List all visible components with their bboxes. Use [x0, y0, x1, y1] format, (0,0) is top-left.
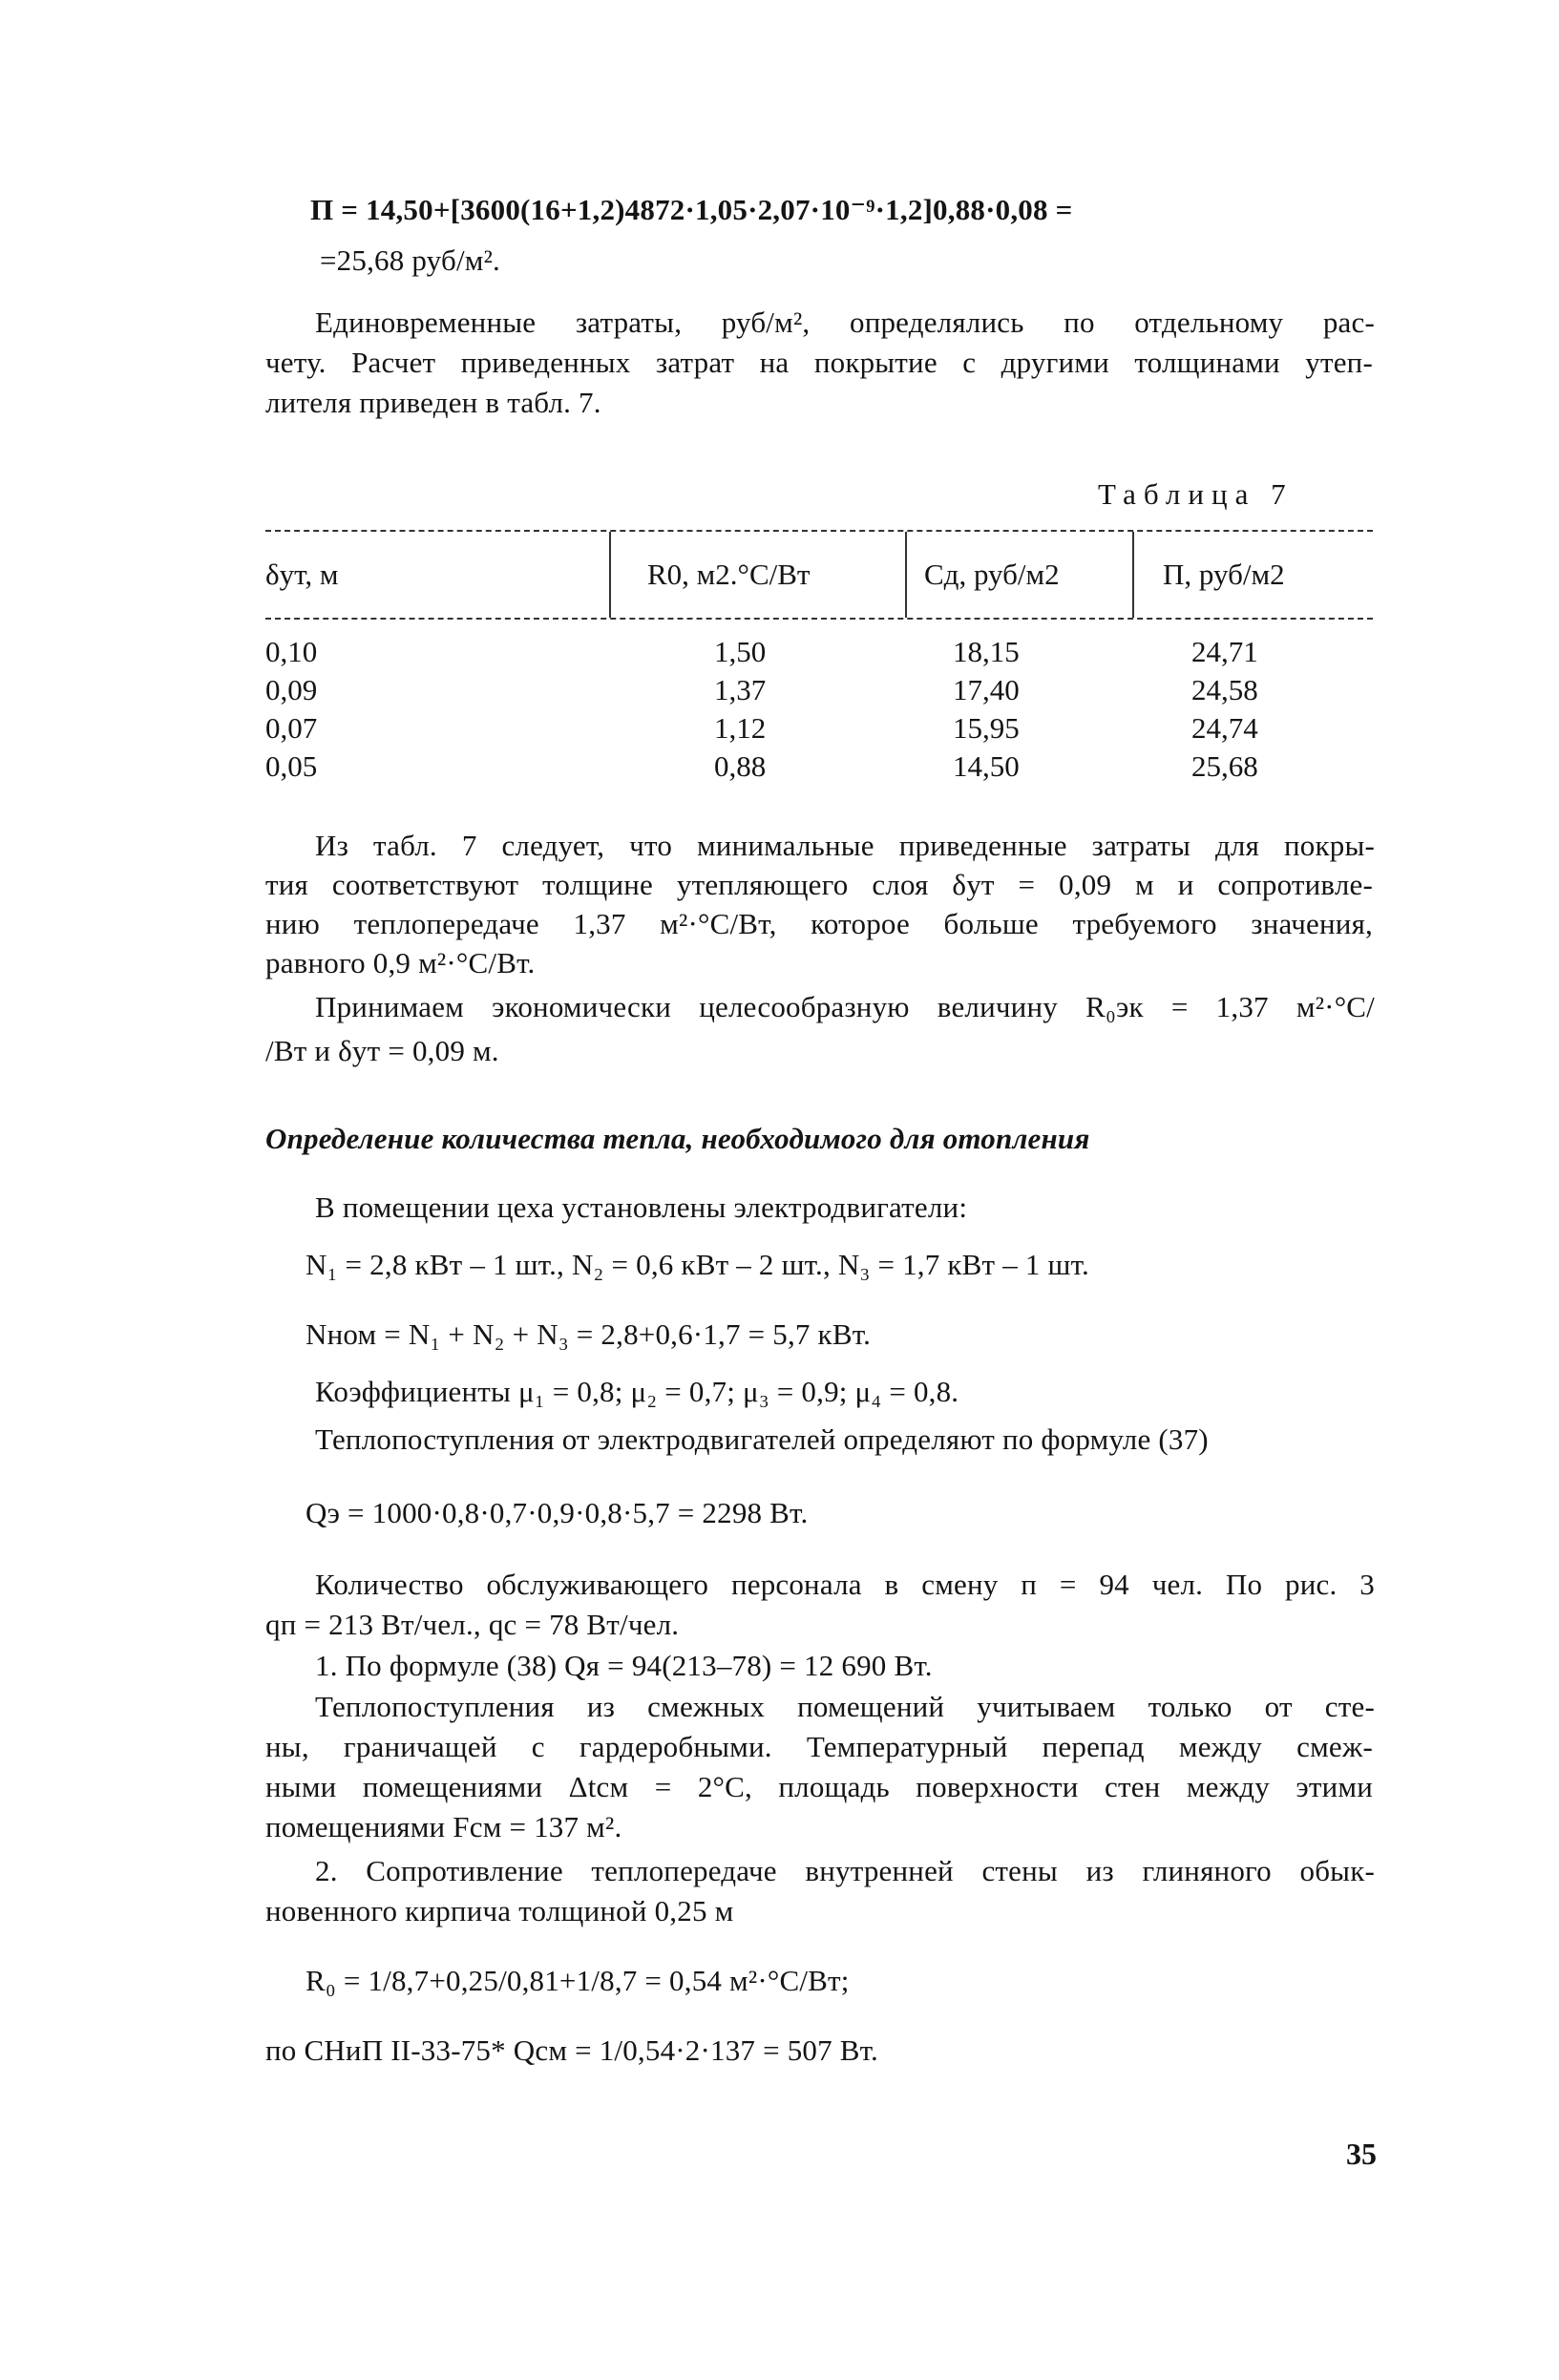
column-divider — [609, 532, 611, 618]
paragraph-line: В помещении цеха установлены электродвигатели: — [315, 1190, 968, 1224]
table-cell: 1,50 — [714, 635, 767, 668]
column-header: R0, м2.°С/Вт — [647, 558, 811, 591]
section-heading: Определение количества тепла, необходимого для отопления — [265, 1122, 1090, 1155]
paragraph-line: лителя приведен в табл. 7. — [265, 386, 601, 419]
table-cell: 18,15 — [953, 635, 1020, 668]
table-cell: 24,71 — [1191, 635, 1258, 668]
paragraph-line: Коэффициенты μ₁ = 0,8; μ₂ = 0,7; μ₃ = 0,9; μ₄ = 0,8. — [315, 1375, 959, 1408]
column-header: Сд, руб/м2 — [924, 558, 1060, 591]
paragraph-line: Единовременные затраты, руб/м², определялись по отдельному рас- — [315, 305, 1375, 339]
paragraph-line: чету. Расчет приведенных затрат на покрытие с другими толщинами утеп- — [265, 346, 1373, 379]
paragraph-line: 2. Сопротивление теплопередаче внутренней стены из глиняного обык- — [315, 1854, 1375, 1887]
table-cell: 24,74 — [1191, 711, 1258, 745]
paragraph-line: по СНиП II-33-75* Qсм = 1/0,54·2·137 = 507 Вт. — [265, 2033, 879, 2067]
paragraph-line: 1. По формуле (38) Qя = 94(213–78) = 12 690 Вт. — [315, 1649, 933, 1682]
data-table — [265, 530, 1373, 787]
paragraph-line: Теплопоступления из смежных помещений учитываем только от сте- — [315, 1690, 1375, 1723]
table-column — [953, 633, 1020, 786]
table-cell: 0,88 — [714, 749, 767, 783]
table-column — [714, 633, 766, 786]
column-header: δут, м — [265, 558, 339, 591]
table-cell: 1,12 — [714, 711, 767, 745]
paragraph-line: тия соответствуют толщине утепляющего слоя δут = 0,09 м и сопротивле- — [265, 868, 1373, 901]
paragraph-line: ными помещениями Δtсм = 2°С, площадь поверхности стен между этими — [265, 1770, 1373, 1803]
paragraph-line: нию теплопередаче 1,37 м²·°С/Вт, которое больше требуемого значения, — [265, 907, 1373, 940]
paragraph-line: помещениями Fсм = 137 м². — [265, 1810, 622, 1843]
paragraph-line: Принимаем экономически целесообразную величину R₀эк = 1,37 м²·°С/ — [315, 990, 1375, 1023]
formula-line: П = 14,50+[3600(16+1,2)4872·1,05·2,07·10⁻⁹·1,2]0,88·0,08 = — [310, 193, 1073, 226]
table-cell: 0,07 — [265, 711, 318, 745]
formula-line: N₁ = 2,8 кВт – 1 шт., N₂ = 0,6 кВт – 2 шт., N₃ = 1,7 кВт – 1 шт. — [305, 1248, 1089, 1281]
paragraph-line: новенного кирпича толщиной 0,25 м — [265, 1894, 734, 1927]
paragraph-line: /Вт и δут = 0,09 м. — [265, 1034, 499, 1067]
table-cell: 25,68 — [1191, 749, 1258, 783]
table-cell: 15,95 — [953, 711, 1020, 745]
table-cell: 0,05 — [265, 749, 318, 783]
paragraph-line: Количество обслуживающего персонала в смену п = 94 чел. По рис. 3 — [315, 1568, 1375, 1601]
table-column — [265, 633, 317, 786]
paragraph-line: Теплопоступления от электродвигателей определяют по формуле (37) — [315, 1422, 1209, 1456]
paragraph-line: равного 0,9 м²·°С/Вт. — [265, 946, 536, 979]
table-body — [265, 620, 1373, 787]
column-divider — [1132, 532, 1134, 618]
column-header: П, руб/м2 — [1163, 558, 1285, 591]
paragraph-line: ны, граничащей с гардеробными. Температурный перепад между смеж- — [265, 1730, 1373, 1763]
page-number: 35 — [1346, 2137, 1377, 2171]
table-cell: 0,09 — [265, 673, 318, 706]
formula-result: =25,68 руб/м². — [320, 243, 501, 277]
table-cell: 24,58 — [1191, 673, 1258, 706]
table-cell: 14,50 — [953, 749, 1020, 783]
table-cell: 1,37 — [714, 673, 767, 706]
table-column — [1191, 633, 1258, 786]
formula-line: R₀ = 1/8,7+0,25/0,81+1/8,7 = 0,54 м²·°С/Вт; — [305, 1964, 850, 1997]
formula-line: Qэ = 1000·0,8·0,7·0,9·0,8·5,7 = 2298 Вт. — [305, 1496, 809, 1529]
table-cell: 17,40 — [953, 673, 1020, 706]
column-divider — [905, 532, 907, 618]
paragraph-line: Из табл. 7 следует, что минимальные приведенные затраты для покры- — [315, 829, 1375, 862]
table-caption: Таблица 7 — [1098, 477, 1294, 511]
paragraph-line: qп = 213 Вт/чел., qс = 78 Вт/чел. — [265, 1608, 680, 1641]
formula-line: Nном = N₁ + N₂ + N₃ = 2,8+0,6·1,7 = 5,7 кВт. — [305, 1317, 872, 1351]
table-cell: 0,10 — [265, 635, 318, 668]
table-header — [265, 530, 1373, 620]
